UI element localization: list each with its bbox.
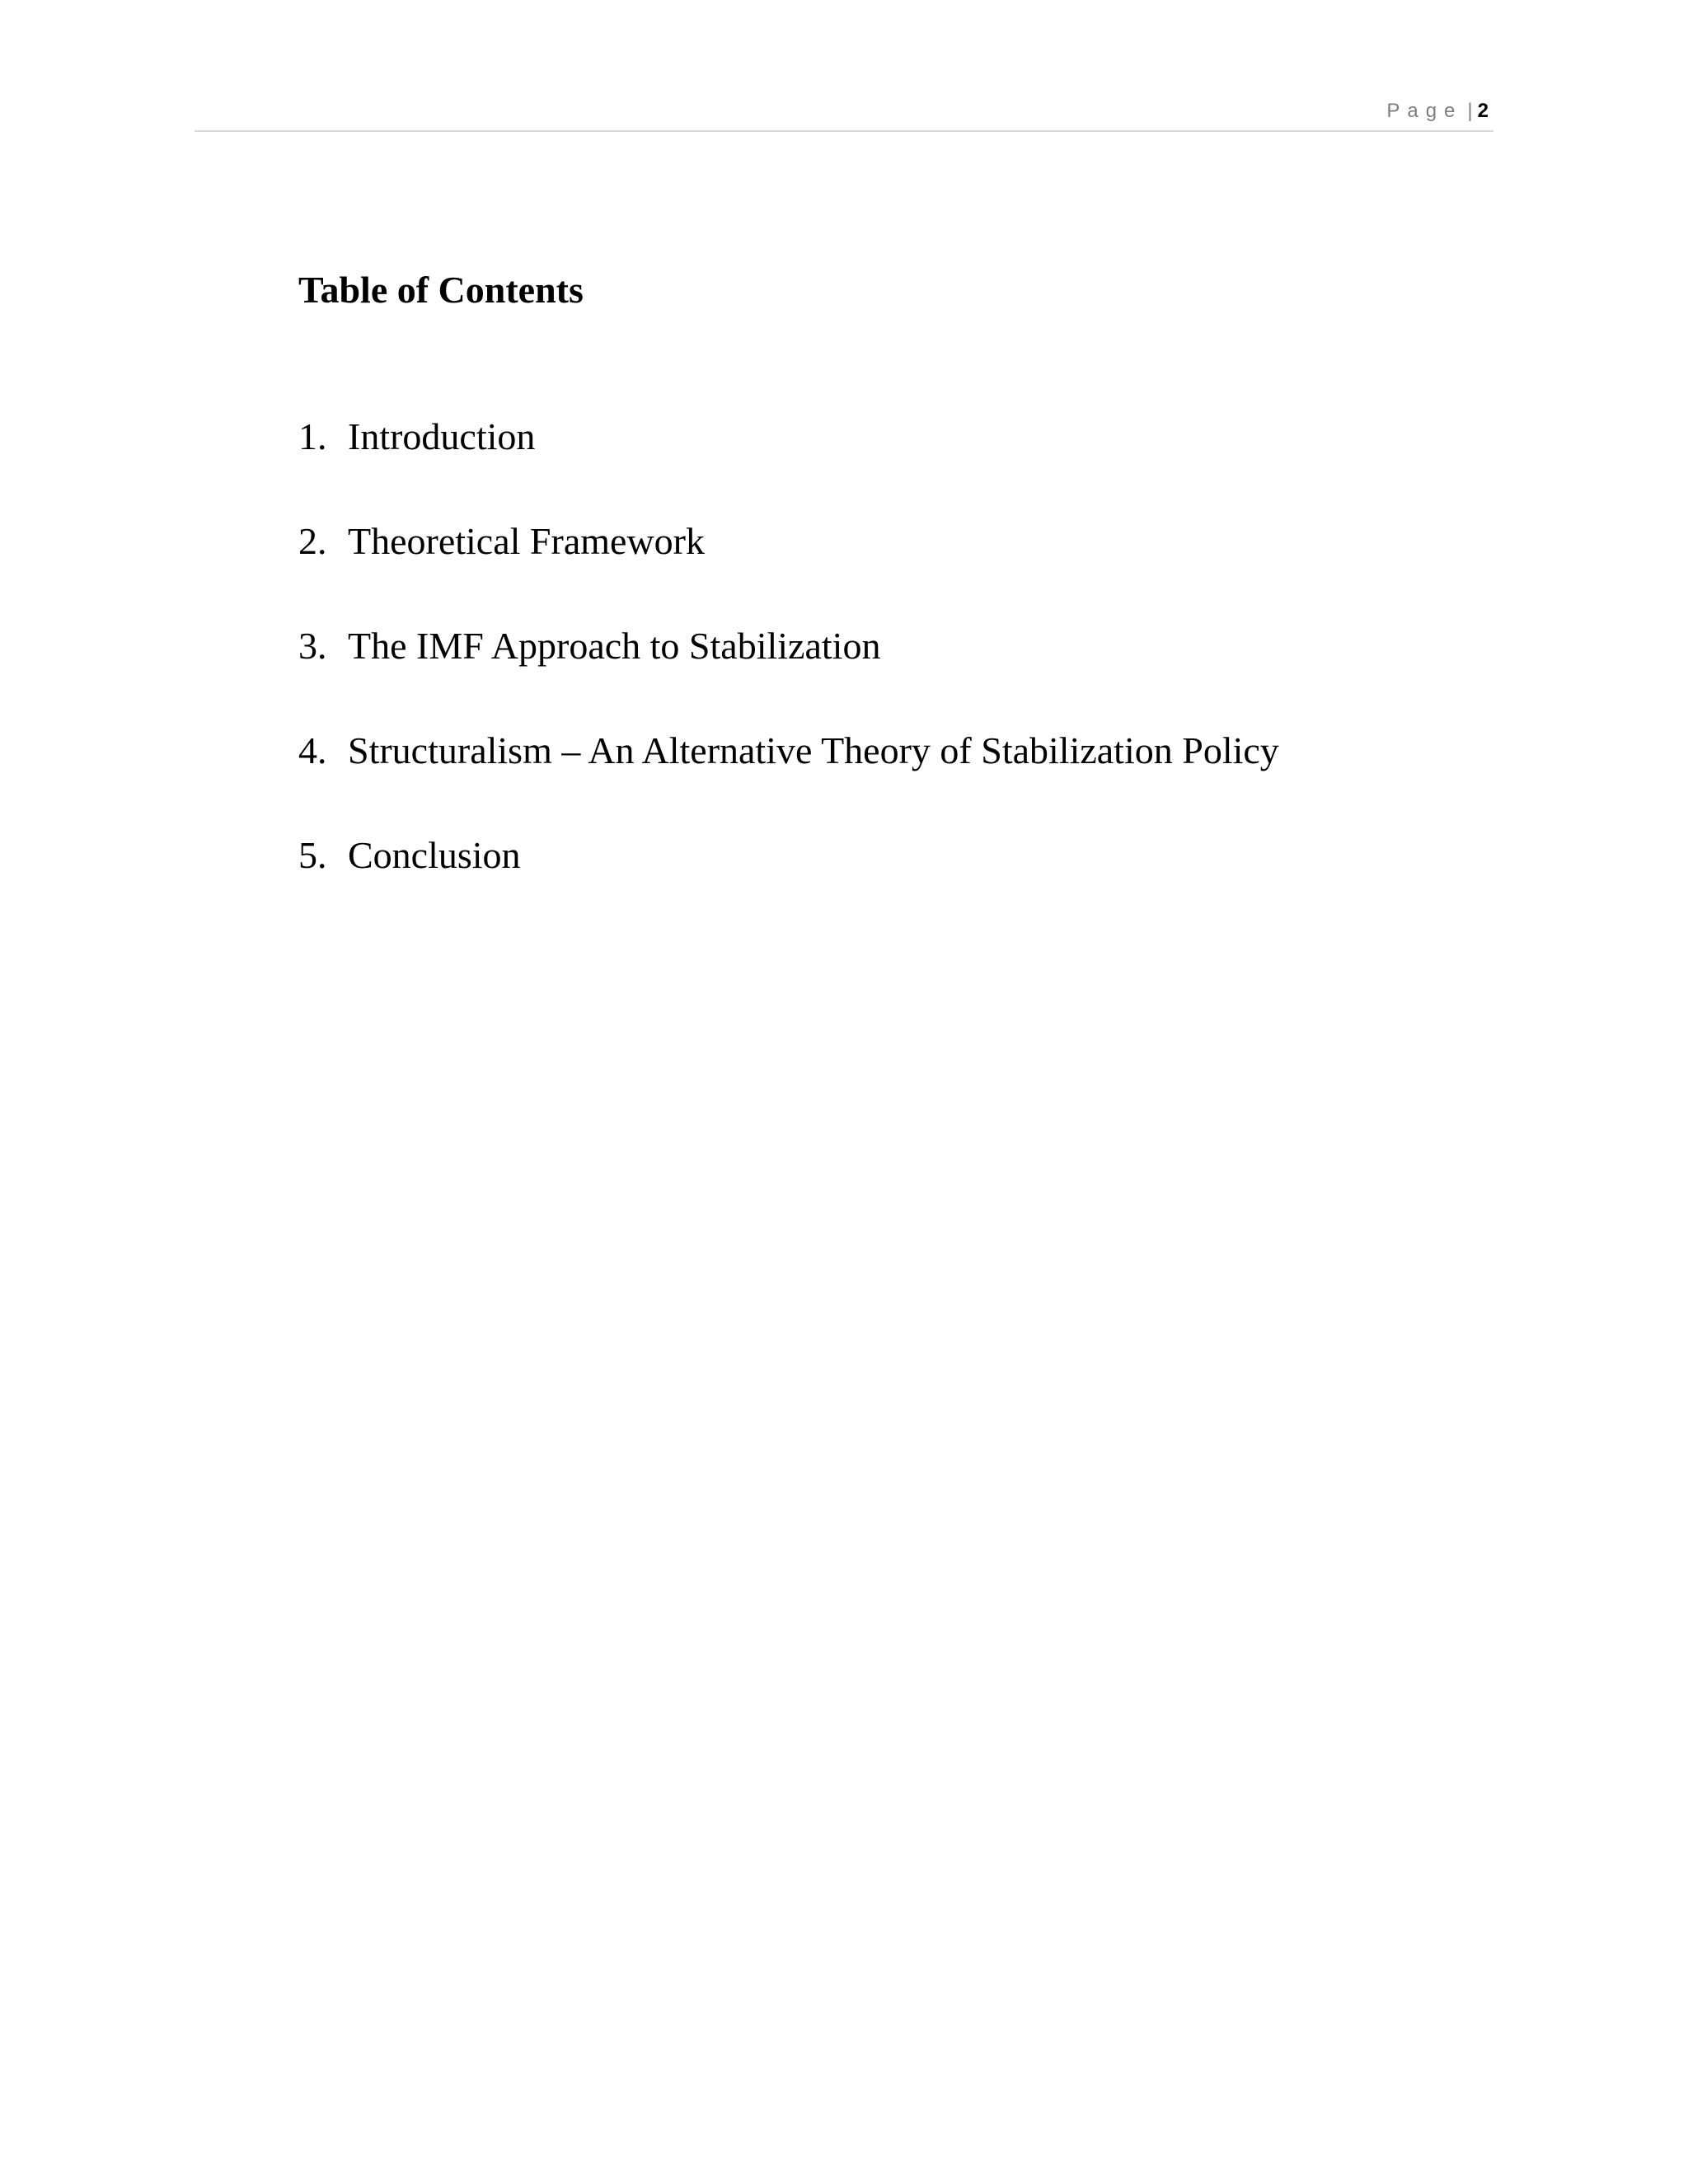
- toc-item-label: Theoretical Framework: [348, 520, 705, 562]
- toc-item-number: 4.: [298, 729, 327, 771]
- toc-item-imf-approach[interactable]: [298, 621, 1279, 726]
- page-separator: |: [1467, 100, 1473, 122]
- toc-item-conclusion[interactable]: [298, 831, 1279, 935]
- toc-item-number: 5.: [298, 834, 327, 876]
- page-header: [195, 97, 1493, 132]
- page-number-indicator: [1386, 99, 1489, 124]
- page-number: 2: [1477, 100, 1489, 122]
- toc-title: Table of Contents: [298, 269, 584, 311]
- toc-item-label: Structuralism – An Alternative Theory of Stabilization Policy: [348, 729, 1279, 771]
- toc-item-label: The IMF Approach to Stabilization: [348, 625, 881, 667]
- toc-item-label: Conclusion: [348, 834, 521, 876]
- toc-list: [298, 412, 1279, 935]
- toc-item-number: 2.: [298, 520, 327, 562]
- toc-item-label: Introduction: [348, 415, 536, 457]
- toc-item-number: 1.: [298, 415, 327, 457]
- page-label: Page: [1386, 100, 1463, 122]
- toc-item-number: 3.: [298, 625, 327, 667]
- toc-item-structuralism[interactable]: [298, 726, 1279, 831]
- toc-item-introduction[interactable]: [298, 412, 1279, 517]
- toc-item-theoretical-framework[interactable]: [298, 517, 1279, 621]
